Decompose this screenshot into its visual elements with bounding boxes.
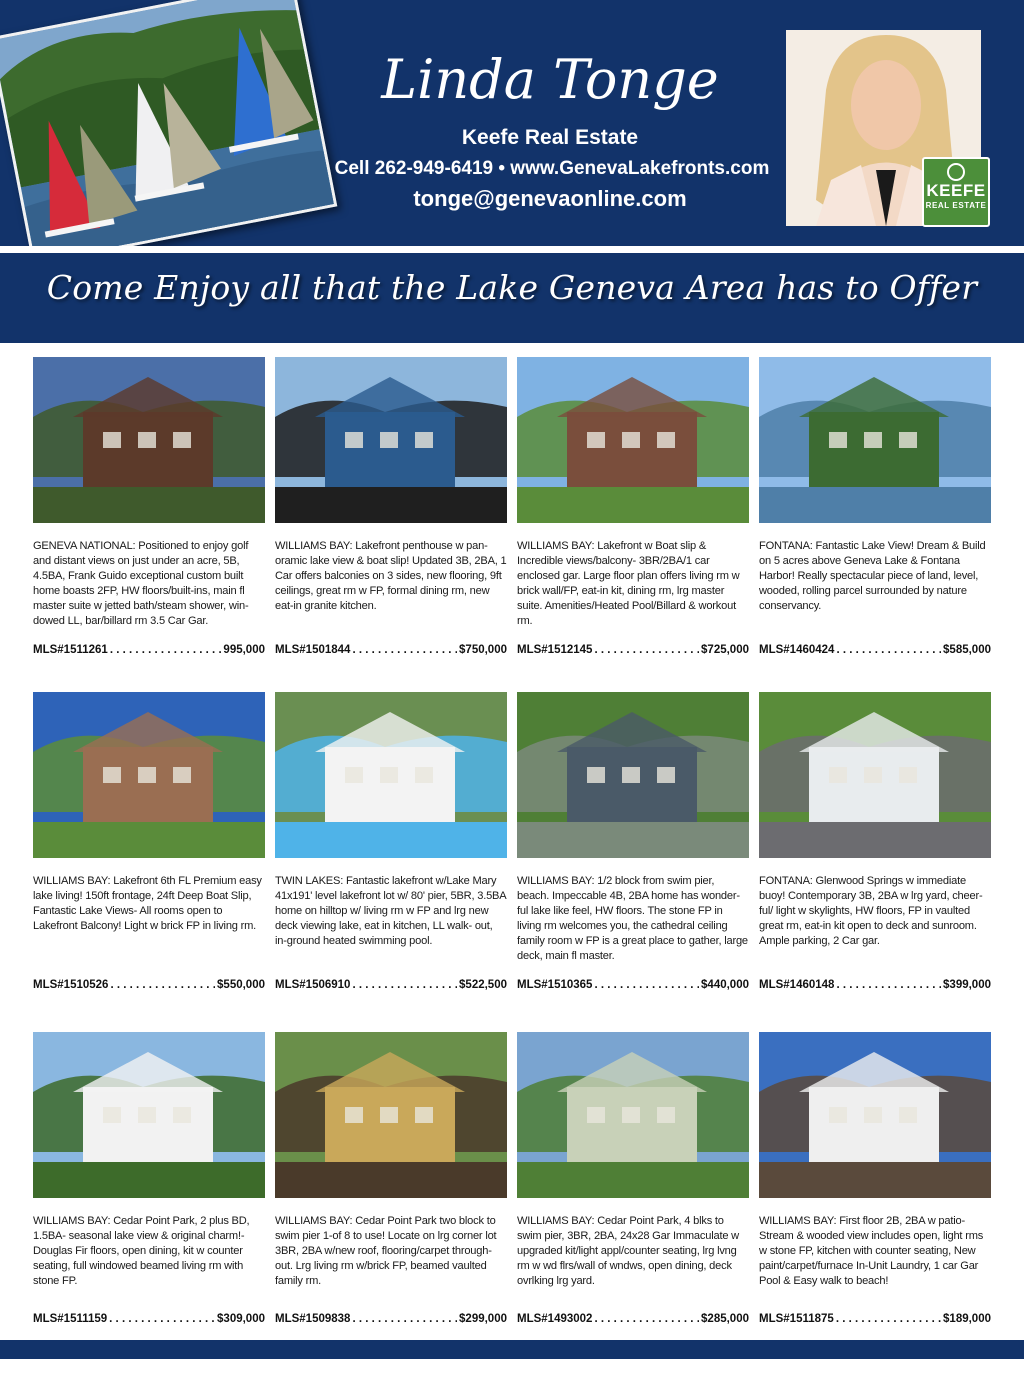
- swimming-pool-house-photo[interactable]: [275, 692, 507, 858]
- mls-price-row: [275, 1313, 507, 1329]
- listing-card[interactable]: [33, 357, 265, 662]
- listing-price: 995,000: [223, 644, 265, 656]
- mls-number: MLS#1460148: [759, 979, 835, 991]
- dot-leader: [109, 1313, 215, 1325]
- listing-description: WILLIAMS BAY: Cedar Point Park, 2 plus BD, 1.5BA- seasonal lake view & original charm!- Douglas Fir floors, open dining, kit w counter seating, full windowed beamed living rm with stone FP.: [33, 1215, 250, 1287]
- dot-leader: [110, 644, 222, 656]
- listing-description: WILLIAMS BAY: Lakefront 6th FL Premium easy lake living! 150ft frontage, 24ft Deep Boat Slip, Fantastic Lake Views- All rooms open to Lakefront Balcony! Light w brick FP in living rm.: [33, 875, 262, 932]
- dot-leader: [594, 644, 699, 656]
- dot-leader: [352, 644, 457, 656]
- listing-card[interactable]: [759, 692, 991, 997]
- listing-card[interactable]: [33, 692, 265, 997]
- listing-card[interactable]: [275, 692, 507, 997]
- mls-number: MLS#1510526: [33, 979, 109, 991]
- listing-card[interactable]: [759, 1032, 991, 1331]
- yellow-bungalow-photo[interactable]: [275, 1032, 507, 1198]
- listing-price: $440,000: [701, 979, 749, 991]
- yellow-bungalow-photo-art: [275, 1032, 507, 1198]
- stone-tudor-house-photo[interactable]: [33, 357, 265, 523]
- mls-price-row: [759, 979, 991, 995]
- listing-description: FONTANA: Glenwood Springs w immediate buoy! Contemporary 3B, 2BA w lrg yard, cheer- ful/ light w skylights, HW floors, FP in vaulted great rm, eat-in kit open to deck and sunroom. Ample parking, 2 Car gar.: [759, 875, 983, 947]
- logo-subtitle: REAL ESTATE: [925, 201, 987, 210]
- dot-leader: [836, 1313, 941, 1325]
- listing-price: $522,500: [459, 979, 507, 991]
- mls-number: MLS#1509838: [275, 1313, 351, 1325]
- mls-price-row: [517, 979, 749, 995]
- keefe-logo: [922, 157, 990, 227]
- condo-building-pier-photo-art: [517, 357, 749, 523]
- mls-number: MLS#1511261: [33, 644, 108, 656]
- mls-price-row: [517, 1313, 749, 1329]
- tall-condo-tower-photo-art: [33, 692, 265, 858]
- mls-price-row: [517, 644, 749, 660]
- gray-cape-cod-photo-art: [517, 692, 749, 858]
- balcony-lake-view-photo-art: [275, 357, 507, 523]
- agent-name: Linda Tonge: [381, 48, 719, 111]
- mls-price-row: [33, 644, 265, 660]
- contact-line[interactable]: Cell 262-949-6419 • www.GenevaLakefronts.com: [334, 158, 770, 179]
- mls-price-row: [275, 644, 507, 660]
- listing-price: $299,000: [459, 1313, 507, 1325]
- email-address[interactable]: tonge@genevaonline.com: [413, 186, 687, 211]
- listing-price: $189,000: [943, 1313, 991, 1325]
- listing-description: WILLIAMS BAY: First floor 2B, 2BA w patio- Stream & wooded view includes open, light rms w stone FP, kitchen with counter seating, New paint/carpet/furnace In-Unit Laundry, 1 car Gar Pool & Easy walk to beach!: [759, 1215, 984, 1287]
- stone-tudor-house-photo-art: [33, 357, 265, 523]
- listing-card[interactable]: [517, 692, 749, 997]
- listing-price: $399,000: [943, 979, 991, 991]
- mls-number: MLS#1460424: [759, 644, 835, 656]
- listing-card[interactable]: [275, 1032, 507, 1331]
- white-ranch-house-photo[interactable]: [759, 692, 991, 858]
- listing-price: $550,000: [217, 979, 265, 991]
- listing-description: WILLIAMS BAY: Cedar Point Park, 4 blks to swim pier, 3BR, 2BA, 24x28 Gar Immaculate w upgraded kit/light appl/counter seating, lrg lvng rm w wd flrs/wall of wndws, open dining, deck ovrlking lrg yard.: [517, 1215, 739, 1287]
- listing-description: WILLIAMS BAY: Cedar Point Park two block to swim pier 1-of 8 to use! Locate on lrg corner lot 3BR, 2BA w/new roof, flooring/carpet through- out. Lrg living rm w/brick FP, beamed vaulted family rm.: [275, 1215, 497, 1287]
- mls-price-row: [33, 979, 265, 995]
- mls-number: MLS#1506910: [275, 979, 351, 991]
- dot-leader: [594, 1313, 699, 1325]
- mls-price-row: [759, 1313, 991, 1329]
- mls-number: MLS#1511875: [759, 1313, 834, 1325]
- gray-cape-cod-photo[interactable]: [517, 692, 749, 858]
- tall-condo-tower-photo[interactable]: [33, 692, 265, 858]
- listing-description: TWIN LAKES: Fantastic lakefront w/Lake Mary 41x191' level lakefront lot w/ 80' pier, 5BR, 3.5BA home on hilltop w/ living rm w FP and lrg new deck viewing lake, eat in kitchen, LL walk- out, in-ground heated swimming pool.: [275, 875, 506, 947]
- listing-description: WILLIAMS BAY: Lakefront w Boat slip & Incredible views/balcony- 3BR/2BA/1 car enclosed gar. Large floor plan offers living rm w brick wall/FP, eat-in kit, dining rm, lrg master suite. Amenities/Heated Pool/Billard & workout rm.: [517, 540, 740, 627]
- dot-leader: [352, 979, 457, 991]
- listing-card[interactable]: [517, 357, 749, 662]
- tree-icon: [947, 163, 965, 181]
- header-divider: [0, 246, 1024, 253]
- tudor-condo-snow-photo-art: [759, 1032, 991, 1198]
- listing-price: $309,000: [217, 1313, 265, 1325]
- listing-price: $725,000: [701, 644, 749, 656]
- mls-number: MLS#1501844: [275, 644, 351, 656]
- listing-card[interactable]: [517, 1032, 749, 1331]
- raised-ranch-photo-art: [517, 1032, 749, 1198]
- dot-leader: [110, 979, 215, 991]
- dot-leader: [836, 644, 941, 656]
- dot-leader: [352, 1313, 457, 1325]
- listing-price: $585,000: [943, 644, 991, 656]
- white-ranch-house-photo-art: [759, 692, 991, 858]
- mls-number: MLS#1511159: [33, 1313, 108, 1325]
- white-cottage-fence-photo[interactable]: [33, 1032, 265, 1198]
- listing-price: $750,000: [459, 644, 507, 656]
- listing-price: $285,000: [701, 1313, 749, 1325]
- mls-price-row: [33, 1313, 265, 1329]
- lake-valley-view-photo-art: [759, 357, 991, 523]
- raised-ranch-photo[interactable]: [517, 1032, 749, 1198]
- condo-building-pier-photo[interactable]: [517, 357, 749, 523]
- company-name: Keefe Real Estate: [461, 126, 639, 149]
- footer-bar: [0, 1340, 1024, 1359]
- white-cottage-fence-photo-art: [33, 1032, 265, 1198]
- headline-text: Come Enjoy all that the Lake Geneva Area has to Offer: [46, 268, 978, 307]
- logo-word: KEEFE: [926, 181, 986, 200]
- swimming-pool-house-photo-art: [275, 692, 507, 858]
- listing-description: GENEVA NATIONAL: Positioned to enjoy golf and distant views on just under an acre, 5B, 4.5BA, Frank Guido exceptional custom built home boasts 2FP, HW floors/built-ins, main fl master suite w jetted bath/steam shower, win- dowed LL, bar/billard rm 3.5 Car Gar.: [33, 540, 249, 627]
- listing-description: WILLIAMS BAY: 1/2 block from swim pier, beach. Impeccable 4B, 2BA home has wonder- ful lake like feel, HW floors. The stone FP in living rm welcomes you, the cathedral ceiling family room w FP is a great place to gather, large deck, main fl master.: [517, 875, 748, 962]
- dot-leader: [594, 979, 699, 991]
- balcony-lake-view-photo[interactable]: [275, 357, 507, 523]
- listing-card[interactable]: [33, 1032, 265, 1331]
- listing-card[interactable]: [759, 357, 991, 662]
- listing-description: FONTANA: Fantastic Lake View! Dream & Build on 5 acres above Geneva Lake & Fontana Harbor! Really spectacular piece of land, level, wooded, rolling parcel surrounded by nature conservancy.: [759, 540, 986, 612]
- dot-leader: [836, 979, 941, 991]
- mls-number: MLS#1510365: [517, 979, 593, 991]
- mls-number: MLS#1493002: [517, 1313, 593, 1325]
- listing-description: WILLIAMS BAY: Lakefront penthouse w pan- oramic lake view & boat slip! Updated 3B, 2BA, 1 Car offers balconies on 3 sides, new flooring, 9ft ceilings, great rm w FP, formal dining rm, new eat-in granite kitchen.: [275, 540, 507, 612]
- tudor-condo-snow-photo[interactable]: [759, 1032, 991, 1198]
- mls-price-row: [275, 979, 507, 995]
- mls-price-row: [759, 644, 991, 660]
- mls-number: MLS#1512145: [517, 644, 593, 656]
- listing-card[interactable]: [275, 357, 507, 662]
- lake-valley-view-photo[interactable]: [759, 357, 991, 523]
